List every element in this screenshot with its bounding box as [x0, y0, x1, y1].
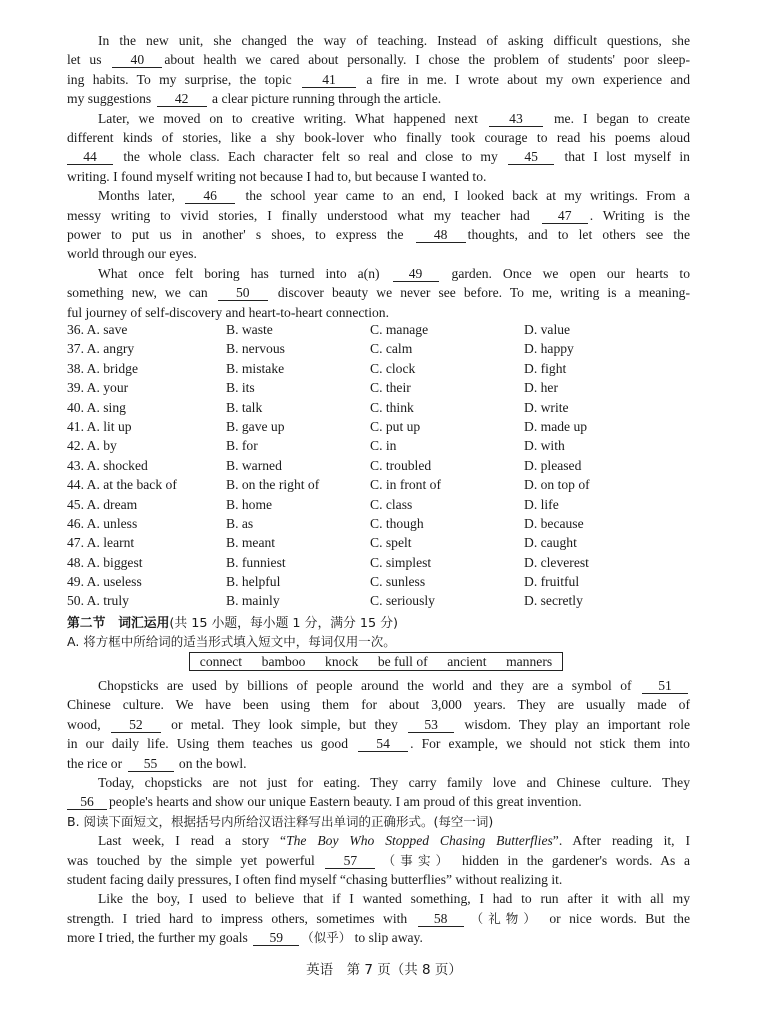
option-c[interactable]: C. manage	[370, 322, 429, 337]
blank-51[interactable]: 51	[642, 678, 688, 694]
option-a[interactable]: 50. A. truly	[67, 593, 129, 609]
option-d[interactable]: D. pleased	[524, 457, 582, 473]
text-line: world through our eyes.	[67, 246, 197, 262]
option-row	[67, 339, 690, 358]
option-a[interactable]: 40. A. sing	[67, 399, 126, 415]
option-row	[67, 378, 690, 397]
option-c[interactable]: C. seriously	[370, 593, 435, 609]
option-row	[67, 456, 690, 475]
option-row	[67, 514, 690, 533]
option-row	[67, 495, 690, 514]
blank-42[interactable]: 42	[157, 91, 207, 107]
option-row	[67, 553, 690, 572]
cloze-paragraph-2	[67, 109, 690, 187]
blank-55[interactable]: 55	[128, 756, 174, 772]
blank-45[interactable]: 45	[508, 149, 554, 165]
text-line: different kinds of stories, like a shy book-lover who finally took courage to read his poems aloud	[67, 129, 690, 145]
word-box-item: bamboo	[261, 653, 306, 669]
option-c[interactable]: C. clock	[370, 360, 416, 376]
blank-50[interactable]: 50	[218, 285, 268, 301]
option-row	[67, 436, 690, 455]
option-b[interactable]: B. helpful	[226, 574, 281, 590]
option-d[interactable]: D. fruitful	[524, 574, 580, 590]
option-d[interactable]: D. on top of	[524, 477, 590, 493]
option-d[interactable]: D. because	[524, 515, 584, 531]
option-c[interactable]: C. spelt	[370, 535, 412, 551]
text-line: 44 the whole class. Each character felt so real and close to my 45 that I lost myself in	[67, 147, 690, 166]
text-line: 56 people's hearts and show our unique Eastern beauty. I am proud of this great invention.	[67, 792, 690, 811]
word-box-item: manners	[506, 653, 553, 669]
option-d[interactable]: D. with	[524, 438, 565, 454]
option-c[interactable]: C. though	[370, 515, 424, 531]
option-a[interactable]: 48. A. biggest	[67, 554, 143, 570]
text-line: Like the boy, I used to believe that if I wanted something, I had to run after it with all my	[98, 891, 690, 907]
text-line: wood, 52 or metal. They look simple, but they 53 wisdom. They play an important role	[67, 716, 691, 732]
option-d[interactable]: D. life	[524, 496, 559, 512]
cloze-paragraph-3	[67, 186, 690, 264]
option-d[interactable]: D. secretly	[524, 593, 583, 609]
passage-b-paragraph-2	[67, 889, 690, 947]
option-row	[67, 572, 690, 591]
text-line: let us 40 about health we cared about personally. I chose the problem of students' poor sleep-	[67, 52, 690, 68]
option-d[interactable]: D. caught	[524, 535, 577, 551]
blank-59[interactable]: 59	[253, 930, 299, 946]
text-line: was touched by the simple yet powerful 57 （事实） hidden in the gardener's words. As a	[67, 852, 690, 868]
blank-54[interactable]: 54	[358, 736, 408, 752]
cloze-paragraph-1	[67, 31, 690, 109]
text-line: student facing daily pressures, I often find myself “chasing butterflies” without realizing it.	[67, 871, 563, 887]
option-row	[67, 533, 690, 552]
hint-59: （似乎）	[301, 930, 352, 946]
hint-57: （事实）	[377, 852, 454, 868]
option-a[interactable]: 37. A. angry	[67, 341, 135, 357]
text-line: strength. I tried hard to impress others, sometimes with 58 （礼物） or nice words. But the	[67, 910, 690, 926]
option-d[interactable]: D. write	[524, 399, 569, 415]
text-line: Chinese culture. We have been using them for about 3,000 years. They are usually made of	[67, 697, 690, 713]
part-a-instruction: A. 将方框中所给词的适当形式填入短文中，每词仅用一次。	[67, 634, 396, 650]
option-b[interactable]: B. talk	[226, 399, 263, 415]
blank-46[interactable]: 46	[185, 188, 235, 204]
blank-49[interactable]: 49	[393, 266, 439, 282]
text-line: What once felt boring has turned into a(n) 49 garden. Once we open our hearts to	[98, 265, 690, 281]
word-box-item: knock	[325, 653, 359, 669]
option-row	[67, 417, 690, 436]
text-line: in our daily life. Using them teaches us good 54 . For example, we should not stick them into	[67, 736, 690, 752]
option-b[interactable]: B. warned	[226, 457, 282, 473]
option-a[interactable]: 36. A. save	[67, 322, 128, 337]
passage-b-paragraph-1	[67, 831, 690, 889]
blank-53[interactable]: 53	[408, 717, 454, 733]
hint-58: （礼物）	[465, 910, 541, 926]
option-c[interactable]: C. troubled	[370, 457, 432, 473]
option-b[interactable]: B. meant	[226, 535, 276, 551]
option-b[interactable]: B. waste	[226, 322, 273, 337]
section-heading	[67, 613, 690, 632]
option-row	[67, 475, 690, 494]
option-d[interactable]: D. cleverest	[524, 554, 589, 570]
option-a[interactable]: 39. A. your	[67, 380, 129, 396]
option-a[interactable]: 41. A. lit up	[67, 418, 132, 434]
blank-52[interactable]: 52	[111, 717, 161, 733]
option-d[interactable]: D. her	[524, 380, 558, 396]
option-c[interactable]: C. in front of	[370, 477, 441, 493]
option-row	[67, 591, 690, 610]
option-a[interactable]: 43. A. shocked	[67, 457, 148, 473]
text-line: Months later, 46 the school year came to an end, I looked back at my writings. From a	[98, 188, 690, 204]
option-b[interactable]: B. for	[226, 438, 258, 454]
section-title: 第二节 词汇运用	[67, 616, 170, 631]
text-line: more I tried, the further my goals 59 （似乎） to slip away.	[67, 930, 423, 946]
blank-57[interactable]: 57	[325, 853, 375, 869]
option-b[interactable]: B. gave up	[226, 418, 285, 434]
option-a[interactable]: 49. A. useless	[67, 574, 142, 590]
option-b[interactable]: B. mistake	[226, 360, 285, 376]
word-box-item: connect	[199, 653, 243, 669]
blank-43[interactable]: 43	[489, 111, 543, 127]
story-title: The Boy Who Stopped Chasing Butterflies	[286, 833, 553, 849]
word-box-item: be full of	[377, 653, 428, 669]
text-line: Chopsticks are used by billions of people around the world and they are a symbol of 51	[67, 676, 690, 695]
option-a[interactable]: 42. A. by	[67, 438, 117, 454]
text-line: the rice or 55 on the bowl.	[67, 755, 247, 771]
option-c[interactable]: C. calm	[370, 341, 413, 357]
option-c[interactable]: C. put up	[370, 418, 421, 434]
blank-44[interactable]: 44	[67, 149, 113, 165]
text-line: ful journey of self-discovery and heart-to-heart connection.	[67, 304, 389, 320]
option-a[interactable]: 46. A. unless	[67, 515, 138, 531]
option-b[interactable]: B. funniest	[226, 554, 286, 570]
option-d[interactable]: D. fight	[524, 360, 567, 376]
option-row	[67, 398, 690, 417]
option-d[interactable]: D. happy	[524, 341, 574, 357]
option-b[interactable]: B. nervous	[226, 341, 285, 357]
blank-48[interactable]: 48	[416, 227, 466, 243]
cloze-paragraph-4	[67, 264, 690, 322]
passage-a-paragraph-2	[67, 773, 690, 812]
blank-41[interactable]: 41	[302, 72, 356, 88]
option-b[interactable]: B. as	[226, 515, 254, 531]
text-line: Later, we moved on to creative writing. What happened next 43 me. I began to create	[98, 110, 690, 126]
option-a[interactable]: 38. A. bridge	[67, 360, 138, 376]
passage-a-paragraph-1	[67, 676, 690, 773]
text-line: messy writing to vivid stories, I finally understood what my teacher had 47 . Writing is the	[67, 207, 691, 223]
text-line: Today, chopsticks are not just for eating. They carry family love and Chinese culture. They	[98, 775, 690, 790]
text-line: Last week, I read a story “The Boy Who Stopped Chasing Butterflies”. After reading it, I	[98, 833, 690, 849]
option-b[interactable]: B. mainly	[226, 593, 280, 609]
text-line: my suggestions 42 a clear picture running through the article.	[67, 91, 442, 107]
part-b-instruction: B. 阅读下面短文，根据括号内所给汉语注释写出单词的正确形式。(每空一词)	[67, 813, 494, 829]
option-a[interactable]: 45. A. dream	[67, 496, 138, 512]
option-d[interactable]: D. made up	[524, 418, 588, 434]
blank-58[interactable]: 58	[418, 911, 464, 927]
option-c[interactable]: C. in	[370, 438, 397, 454]
text-line: something new, we can 50 discover beauty we never see before. To me, writing is a meaning-	[67, 285, 691, 301]
word-box-item: ancient	[447, 653, 487, 669]
option-row	[67, 359, 690, 378]
option-c[interactable]: C. think	[370, 399, 414, 415]
option-a[interactable]: 47. A. learnt	[67, 535, 135, 551]
option-b[interactable]: B. its	[226, 380, 255, 396]
text-line: power to put us in another' s shoes, to express the 48 thoughts, and to let others see the	[67, 226, 690, 242]
blank-40[interactable]: 40	[112, 52, 162, 68]
page-footer: 英语 第 7 页（共 8 页）	[306, 962, 462, 978]
answer-options	[67, 320, 690, 611]
text-line: In the new unit, she changed the way of teaching. Instead of asking difficult questions, she	[98, 33, 690, 48]
option-c[interactable]: C. simplest	[370, 554, 432, 570]
blank-56[interactable]: 56	[67, 794, 107, 810]
option-c[interactable]: C. sunless	[370, 574, 426, 590]
option-row	[67, 320, 690, 339]
option-a[interactable]: 44. A. at the back of	[67, 477, 177, 493]
text-line: writing. I found myself writing not because I had to, but because I wanted to.	[67, 168, 487, 184]
option-c[interactable]: C. class	[370, 496, 413, 512]
option-b[interactable]: B. home	[226, 496, 273, 512]
option-c[interactable]: C. their	[370, 380, 411, 396]
text-line: ing habits. To my surprise, the topic 41 a fire in me. I wrote about my own experience and	[67, 71, 690, 87]
option-d[interactable]: D. value	[524, 322, 571, 337]
blank-47[interactable]: 47	[542, 208, 588, 224]
section-desc: (共 15 小题，每小题 1 分，满分 15 分)	[169, 616, 399, 631]
option-b[interactable]: B. on the right of	[226, 477, 320, 493]
word-box	[189, 652, 563, 671]
